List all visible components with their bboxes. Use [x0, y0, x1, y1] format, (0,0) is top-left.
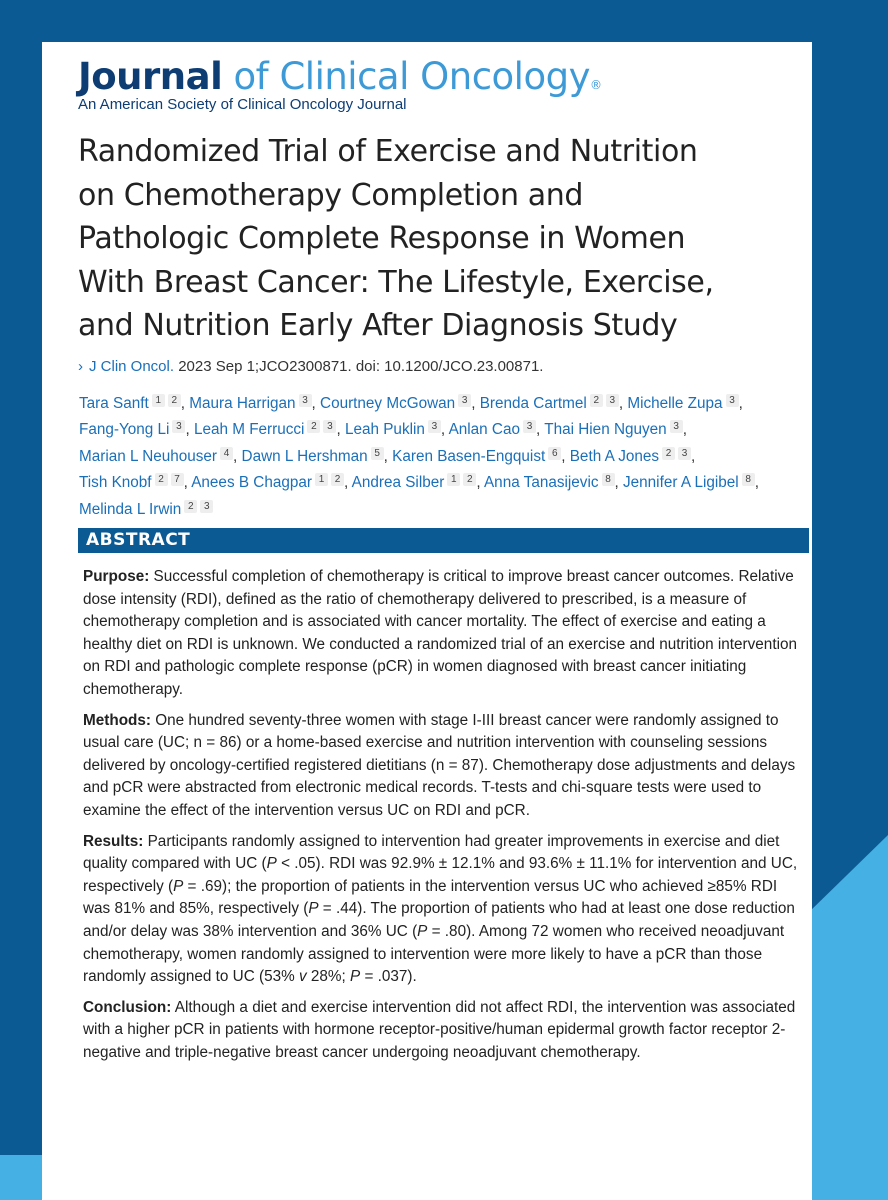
affiliation-badge[interactable]: 3: [428, 420, 441, 433]
author: [627, 395, 738, 412]
section-text: < .05). RDI was 92.9% ± 12.1% and 93.6% ± 11.1% for intervention and UC, respectively (: [83, 855, 798, 895]
abstract-body: [83, 566, 803, 1072]
author: [352, 474, 477, 491]
section-text: One hundred seventy-three women with stage I-III breast cancer were randomly assigned to usual care (UC; n = 86) or a home-based exercise and nutrition intervention with counseling sessions delivered by oncology-certified registered dietitians (n = 87). Chemotherapy dose adjustments and delays and pCR were abstracted from electronic medical records. T-tests and chi-square tests were used to examine the effect of the intervention versus UC on RDI and pCR.: [83, 711, 796, 819]
author: [189, 395, 311, 412]
author: [194, 421, 337, 438]
citation-details: 2023 Sep 1;JCO2300871. doi: 10.1200/JCO.23.00871.: [174, 358, 544, 375]
author: [623, 474, 755, 491]
affiliation-badge[interactable]: 3: [606, 394, 619, 407]
italic-symbol: P: [417, 922, 428, 940]
title-line: Randomized Trial of Exercise and Nutrition: [78, 134, 698, 169]
italic-symbol: v: [298, 968, 307, 986]
author-name-link[interactable]: Dawn L Hershman: [241, 447, 368, 465]
section-label: Purpose:: [83, 568, 150, 585]
article-card: [42, 42, 812, 1200]
affiliation-badge[interactable]: 7: [171, 473, 184, 486]
author: [544, 421, 682, 438]
journal-link[interactable]: J Clin Oncol.: [89, 358, 175, 375]
section-text: Although a diet and exercise intervention did not affect RDI, the intervention was associated with a higher pCR in patients with hormone receptor-positive/human epidermal growth factor receptor 2-negative and triple-negative breast cancer undergoing neoadjuvant chemotherapy.: [83, 998, 796, 1061]
author-name-link[interactable]: Anees B Chagpar: [191, 474, 312, 492]
author: [79, 421, 185, 438]
affiliation-badge[interactable]: 3: [523, 420, 536, 433]
affiliation-badge[interactable]: 1: [447, 473, 460, 486]
author-name-link[interactable]: Brenda Cartmel: [479, 395, 587, 412]
journal-name: [78, 54, 602, 100]
author: [392, 448, 561, 465]
affiliation-badge[interactable]: 3: [172, 420, 185, 433]
author-name-link[interactable]: Michelle Zupa: [627, 395, 723, 412]
affiliation-badge[interactable]: 2: [307, 420, 320, 433]
author-name-link[interactable]: Fang-Yong Li: [79, 421, 170, 439]
author: [570, 448, 691, 465]
author: [320, 395, 471, 412]
affiliation-badge[interactable]: 2: [463, 473, 476, 486]
author-name-link[interactable]: Marian L Neuhouser: [79, 447, 218, 465]
affiliation-badge[interactable]: 2: [155, 473, 168, 486]
section-text: Successful completion of chemotherapy is critical to improve breast cancer outcomes. Relative dose intensity (RDI), defined as the ratio of chemotherapy delivered to prescribed, is a measure of chemotherapy completion and is associated with cancer mortality. The effect of exercise and eating a healthy diet on RDI is unknown. We conducted a randomized trial of an exercise and nutrition intervention on RDI and pathologic complete response (pCR) in women diagnosed with breast cancer initiating chemotherapy.: [83, 568, 797, 698]
affiliation-badge[interactable]: 1: [315, 473, 328, 486]
italic-symbol: P: [350, 968, 361, 986]
abstract-section: [83, 566, 803, 702]
affiliation-badge[interactable]: 8: [742, 473, 755, 486]
affiliation-badge[interactable]: 3: [726, 394, 739, 407]
affiliation-badge[interactable]: 3: [678, 447, 691, 460]
affiliation-badge[interactable]: 5: [371, 447, 384, 460]
author-name-link[interactable]: Thai Hien Nguyen: [544, 421, 667, 439]
journal-subtitle: An American Society of Clinical Oncology Journal: [78, 96, 407, 113]
author-name-link[interactable]: Beth A Jones: [569, 447, 660, 465]
author: [345, 421, 441, 438]
author: [79, 448, 233, 465]
abstract-section: [83, 997, 803, 1065]
affiliation-badge[interactable]: 2: [662, 447, 675, 460]
affiliation-badge[interactable]: 2: [590, 394, 603, 407]
affiliation-badge[interactable]: 1: [152, 394, 165, 407]
author: [449, 421, 536, 438]
author-name-link[interactable]: Leah Puklin: [344, 421, 425, 439]
affiliation-badge[interactable]: 6: [548, 447, 561, 460]
italic-symbol: P: [266, 855, 277, 873]
author-name-link[interactable]: Tara Sanft: [79, 395, 149, 412]
author-name-link[interactable]: Leah M Ferrucci: [193, 421, 305, 439]
author-name-link[interactable]: Maura Harrigan: [189, 395, 296, 412]
journal-logo: [78, 54, 602, 113]
author: [191, 474, 344, 491]
affiliation-badge[interactable]: 8: [602, 473, 615, 486]
title-line: With Breast Cancer: The Lifestyle, Exercise,: [78, 264, 714, 300]
section-text: = .037).: [360, 968, 417, 986]
author-name-link[interactable]: Karen Basen-Engquist: [392, 447, 546, 465]
author: [242, 448, 384, 465]
section-text: 28%;: [306, 968, 350, 986]
author: [484, 474, 615, 491]
author-list: Tara Sanft 1 2 , Maura Harrigan 3 , Courtney McGowan 3 , Brenda Cartmel 2 3 , Michelle Zupa 3 , Fang-Yong Li 3 , Leah M Ferrucci 2 3 , Leah Puklin 3 , Anlan Cao 3 , Thai Hien Nguyen 3 , Marian L Neuhouser 4 , Dawn L Hershman 5 , Karen Basen-Engquist 6 , Beth A Jones 2 3 , Tish Knobf 2 7 , Anees B Chagpar 1 2 , Andrea Silber 1 2 , Anna Tanasijevic 8 , Jennifer A Ligibel 8 , Melinda L Irwin 2 3: [79, 395, 759, 518]
title-line: Pathologic Complete Response in Women: [78, 221, 686, 257]
section-text: Participants randomly assigned to intervention had greater improvements in exercise and diet quality compared with UC (: [83, 832, 780, 873]
abstract-section: [83, 831, 803, 989]
author: [79, 474, 184, 491]
affiliation-badge[interactable]: 3: [670, 420, 683, 433]
author-name-link[interactable]: Andrea Silber: [351, 474, 445, 492]
title-line: on Chemotherapy Completion and: [78, 177, 583, 213]
author-name-link[interactable]: Anlan Cao: [448, 421, 520, 439]
section-label: Conclusion:: [83, 998, 172, 1016]
section-label: Results:: [83, 832, 144, 850]
affiliation-badge[interactable]: 2: [168, 394, 181, 407]
affiliation-badge[interactable]: 4: [220, 447, 233, 460]
author-name-link[interactable]: Jennifer A Ligibel: [623, 474, 739, 492]
article-title: [78, 130, 778, 348]
section-text: = .80). Among 72 women who received neoadjuvant chemotherapy, women randomly assigned to intervention were more likely to have a pCR than those randomly assigned to UC (53%: [83, 922, 785, 986]
registered-mark: ®: [590, 78, 602, 92]
section-text: = .69); the proportion of patients in the intervention versus UC who achieved ≥85% RDI was 81% and 85%, respectively (: [83, 877, 778, 918]
author-name-link[interactable]: Anna Tanasijevic: [483, 474, 599, 492]
author: [480, 395, 619, 412]
section-label: Methods:: [83, 711, 151, 729]
affiliation-badge[interactable]: 3: [299, 394, 312, 407]
chevron-right-icon: ›: [78, 358, 83, 375]
affiliation-badge[interactable]: 3: [458, 394, 471, 407]
author-name-link[interactable]: Tish Knobf: [79, 474, 152, 492]
author-name-link[interactable]: Melinda L Irwin: [79, 500, 182, 518]
title-line: and Nutrition Early After Diagnosis Study: [78, 308, 678, 344]
section-text: = .44). The proportion of patients who had at least one dose reduction and/or delay was 38% intervention and 36% UC (: [83, 900, 795, 940]
journal-name-rest: of Clinical Oncology: [222, 55, 590, 98]
affiliation-badge[interactable]: 2: [331, 473, 344, 486]
italic-symbol: P: [173, 877, 184, 895]
author-name-link[interactable]: Courtney McGowan: [320, 395, 456, 412]
author: [79, 395, 181, 412]
italic-symbol: P: [308, 900, 319, 918]
affiliation-badge[interactable]: 3: [323, 420, 336, 433]
affiliation-badge[interactable]: 3: [200, 500, 213, 513]
citation: [78, 358, 543, 375]
journal-name-first: Journal: [78, 55, 223, 98]
author: [79, 501, 213, 518]
abstract-section: [83, 710, 803, 823]
abstract-heading: ABSTRACT: [78, 528, 809, 553]
affiliation-badge[interactable]: 2: [184, 500, 197, 513]
